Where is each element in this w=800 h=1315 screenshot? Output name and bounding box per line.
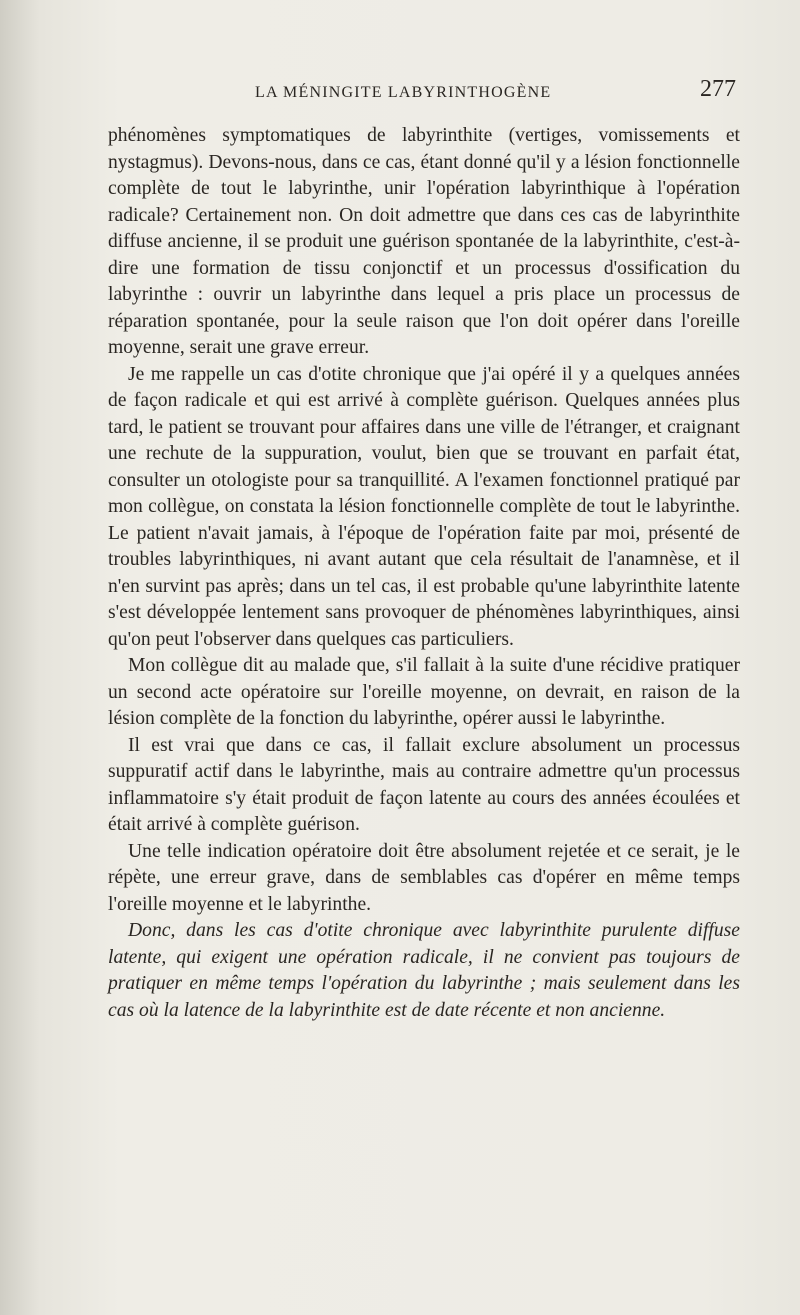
paragraph-3: Mon collègue dit au malade que, s'il fallait à la suite d'une récidive pratiquer un second acte opératoire sur l'oreille moyenne, on devrait, en raison de la lésion complète de la fonction du labyrinthe, opérer aussi le labyrinthe. [108, 655, 740, 729]
body-text [108, 123, 740, 1024]
paragraph-4: Il est vrai que dans ce cas, il fallait exclure absolument un processus suppuratif actif dans le labyrinthe, mais au contraire admettre qu'un processus inflammatoire s'y était produit de façon latente au cours des années écoulées et était arrivé à complète guérison. [108, 734, 740, 835]
paragraph-1: phénomènes symptomatiques de labyrinthite (vertiges, vomissements et nystagmus). Devons-nous, dans ce cas, étant donné qu'il y a lésion fonctionnelle complète de tout le labyrinthe, unir l'opération labyrinthique à l'opération radicale? Certainement non. On doit admettre que dans ces cas de labyrinthite diffuse ancienne, il se produit une guérison spontanée de la labyrinthite, c'est-à-dire une formation de tissu conjonctif et un processus d'ossification du labyrinthe : ouvrir un labyrinthe dans lequel a pris place un processus de réparation spontanée, pour la seule raison que l'on doit opérer dans l'oreille moyenne, serait une grave erreur. [108, 125, 740, 358]
paragraph-5: Une telle indication opératoire doit être absolument rejetée et ce serait, je le répète, une erreur grave, dans de semblables cas d'opérer en même temps l'oreille moyenne et le labyrinthe. [108, 840, 740, 915]
page-header [110, 76, 740, 112]
paragraph-2: Je me rappelle un cas d'otite chronique que j'ai opéré il y a quelques années de façon radicale et qui est arrivé à complète guérison. Quelques années plus tard, le patient se trouvant pour affaires dans une ville de l'étranger, et craignant une rechute de la suppuration, voulut, bien que se trouvant en parfait état, consulter un otologiste pour sa tranquillité. A l'examen fonctionnel pratiqué par mon collègue, on constata la lésion fonctionnelle complète de tout le labyrinthe. Le patient n'avait jamais, à l'époque de l'opération faite par moi, présenté de troubles labyrinthiques, ni avant autant que cela résultait de l'anamnèse, et il n'en survint pas après; dans un tel cas, il est probable qu'une labyrinthite latente s'est développée lentement sans provoquer de phénomènes labyrinthiques, ainsi qu'on peut l'observer dans quelques cas particuliers. [108, 363, 740, 650]
conclusion-paragraph: Donc, dans les cas d'otite chronique avec labyrinthite purulente diffuse latente, qui exigent une opération radicale, il ne convient pas toujours de pratiquer en même temps l'opération du labyrinthe ; mais seulement dans les cas où la latence de la labyrinthite est de date récente et non ancienne. [108, 920, 740, 1021]
running-title: LA MÉNINGITE LABYRINTHOGÈNE [255, 84, 552, 101]
page-number: 277 [700, 76, 736, 102]
